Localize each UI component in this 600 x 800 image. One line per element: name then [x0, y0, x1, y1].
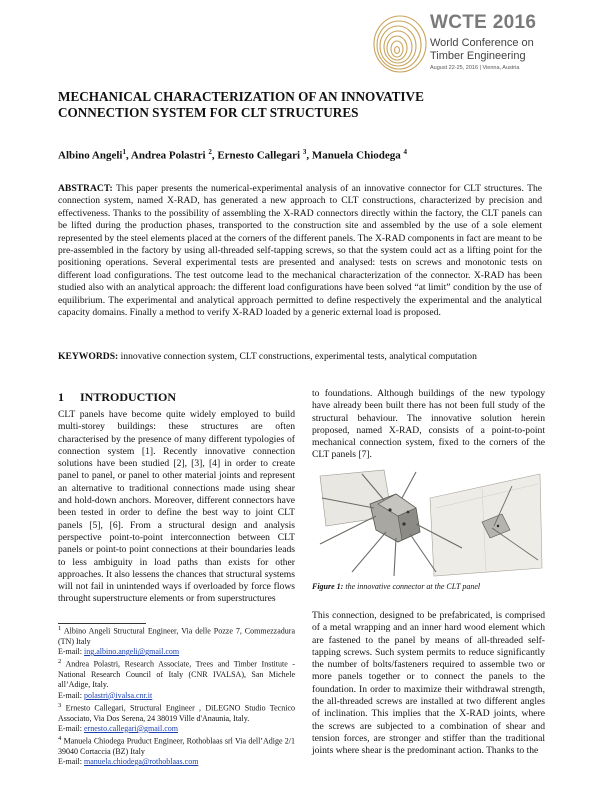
connector-illustration	[312, 468, 545, 578]
footnote-text: Albino Angeli Structural Engineer, Via delle Pozze 7, Commezzadura (TN) Italy	[58, 626, 295, 646]
email-label: E-mail:	[58, 690, 82, 700]
email-link[interactable]: ernesto.callegari@gmail.com	[84, 723, 178, 733]
author-name: Manuela Chiodega	[311, 149, 401, 162]
conference-logo	[372, 12, 594, 82]
footnote	[58, 624, 295, 657]
intro-right-column-bottom: This connection, designed to be prefabricated, is comprised of a metal wrapping and an inner hard wood element which are fastened to the panel by means of all-threaded self-tapping screws. Such system permits to reduce significantly the number of bolts/fasteners required to assemble two or more panels together or to connect the panels to the foundation. In order to maximize their withdrawal strength, the all-threaded screws are installed at two different angles of inclination. This implies that the X-RAD joints, where the screws are subjected to a combination of shear and tension forces, are stronger and stiffer than the traditional joints where shear is the predominant action. Thanks to the	[312, 610, 545, 757]
email-label: E-mail:	[58, 723, 82, 733]
logo-subtitle-line2: Timber Engineering	[430, 50, 526, 62]
author-affiliation-mark: 4	[403, 148, 408, 156]
title-line-1: MECHANICAL CHARACTERIZATION OF AN INNOVATIVE	[58, 89, 424, 104]
figure-1-image	[312, 468, 545, 578]
footnote-mark: 4	[58, 735, 62, 742]
footnote-text: Ernesto Callegari, Structural Engineer , DiLEGNO Studio Tecnico Associato, Via Dos Serena, 24 38019 Ville d'Anaunia, Italy.	[58, 703, 295, 723]
footnote	[58, 734, 295, 767]
intro-right-column-top: to foundations. Although buildings of the new typology have already been built there has not been full study of the structural behaviour. The innovative solution herein proposed, named X-RAD, consists of a point-to-point mechanical connection system, fixed to the corners of the CLT panels [7].	[312, 388, 545, 461]
author-affiliation-mark: 1	[122, 148, 126, 156]
paper-title	[58, 89, 538, 121]
footnote-mark: 3	[58, 701, 62, 709]
email-label: E-mail:	[58, 757, 82, 767]
author-affiliation-mark: 2	[208, 148, 212, 156]
keywords-text: innovative connection system, CLT constructions, experimental tests, analytical computation	[120, 351, 477, 362]
figure-caption	[312, 582, 480, 591]
author-name: Andrea Polastri	[130, 149, 206, 162]
figure-caption-text: the innovative connector at the CLT panel	[345, 582, 481, 591]
keywords-label: KEYWORDS:	[58, 351, 119, 362]
section-title: INTRODUCTION	[80, 390, 177, 404]
email-link[interactable]: polastri@ivalsa.cnr.it	[84, 690, 153, 700]
footnote-mark: 2	[58, 658, 62, 666]
footnote-text: Andrea Polastri, Research Associate, Trees and Timber Institute - National Research Council of Italy (CNR IVALSA), San Michele all’Adige, Italy.	[58, 659, 296, 690]
footnote-mark: 1	[58, 625, 62, 632]
title-line-2: CONNECTION SYSTEM FOR CLT STRUCTURES	[58, 105, 359, 120]
intro-left-column: CLT panels have become quite widely employed to build multi-storey buildings: these structures are often characterised by the presence of many different typologies of connection system [1]. Recently innovative connection solutions have been studied [2], [3], [4] in order to create panel to panel, or panel to other material joints and represent an alternative to traditional connections made using shear and hold-down anchors. Moreover, different connectors have been tested in order to define the best way to joint CLT panels [5], [6]. From a structural design and analysis perspective point-to-point interconnection between CLT panels or point-to point connections at their boundaries leads to less ambiguity in load paths than exists for other approaches. It also lessens the chances that structural systems will not fail in unintended ways if overloaded by force flows throught superstructure elements or from superstructures	[58, 409, 295, 605]
logo-title: WCTE 2016	[430, 12, 537, 33]
logo-date: August 22-25, 2016 | Vienna, Austria	[430, 65, 520, 71]
email-link[interactable]: manuela.chiodega@rothoblaas.com	[84, 757, 199, 767]
abstract-label: ABSTRACT:	[58, 183, 113, 194]
footnotes	[58, 624, 295, 767]
footnote	[58, 701, 295, 734]
author-affiliation-mark: 3	[302, 148, 307, 156]
abstract	[58, 183, 542, 319]
footnote-text: Manuela Chiodega Pruduct Engineer, Rothoblaas srl Via dell’Adige 2/1 39040 Cortaccia (BZ) Italy	[58, 736, 295, 756]
tree-rings-icon	[372, 14, 428, 74]
abstract-text: This paper presents the numerical-experimental analysis of an innovative connector for CLT structures. The connection system, named X-RAD, has generated a new approach to CLT constructions, characterized by precision and effectiveness. Thanks to the possibility of assembling the X-RAD connectors directly within the factory, the CLT panels can be lifted during the production phases, transported to the construction site and assembled by the use of a sole element represented by the steel elements placed at the corners of the different panels. The X-RAD components in fact are meant to be pre-assembled in the factory by using all-threaded self-tapping screws, so that the system could act as a lifting point for the positioning operations. Several experimental tests are presented and analysed: tests on screws and monotonic tests on different load configurations. The test outcome lead to the mechanical characterization of the connector. X-RAD has been studied also with an analytical approach: the different load configurations have been solved “at limit” condition by the use of equilibrium. The experimental and analytical approach permitted to define respectively the experimental and the analytical capacity domains. Finally a method to verify X-RAD loaded by a generic external load is proposed.	[58, 183, 542, 319]
author-name: Albino Angeli	[58, 149, 123, 162]
section-number: 1	[58, 390, 64, 404]
keywords	[58, 351, 542, 363]
section-heading	[58, 390, 176, 405]
email-link[interactable]: ing.albino.angeli@gmail.com	[84, 647, 180, 657]
figure-label: Figure 1:	[312, 582, 344, 591]
logo-subtitle-line1: World Conference on	[430, 37, 534, 49]
footnote	[58, 657, 295, 700]
email-label: E-mail:	[58, 647, 82, 657]
author-list: Albino Angeli$^1$, Andrea Polastri $^2$, Ernesto Callegari $^3$, Manuela Chiodega $^4$	[58, 148, 408, 162]
author-name: Ernesto Callegari	[217, 149, 301, 162]
